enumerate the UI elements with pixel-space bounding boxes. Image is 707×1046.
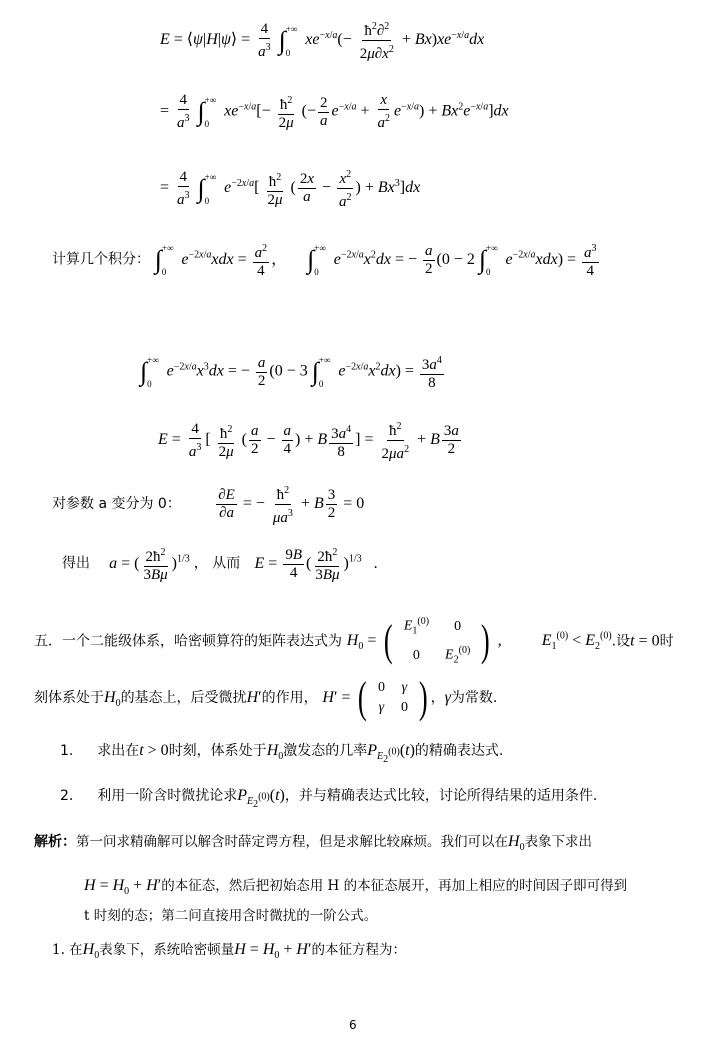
label-vary-param: 对参数 a 变分为 0： [52,496,181,513]
q1-b: 时刻，体系处于 [168,743,267,759]
equation-integrals-1: 计算几个积分： ∫ +∞ 0 $e^{-2x/a}xdx$ = $\frac{a^2}{4}$ ， ∫ +∞ 0 $e^{-2x/a}x^2dx$ = − $\frac{a}{2}$ (0 − 2 ∫ +∞ 0 $e^{-2x/a}xdx$) = $\frac{a^3}{4}$ [52,240,601,280]
problem-line2-a: 刻体系处于 [34,690,104,706]
label-result: 得出 [62,555,90,572]
label-compute-integrals: 计算几个积分： [52,251,150,268]
q2-number: 2. [60,788,74,804]
analysis-text-1b: 表象下求出 [524,834,593,850]
problem-line2-e: 为常数. [450,690,498,706]
analysis-line2: $H = H_0 + H'$的本征态，然后把初始态用 H 的本征态展开，再加上相应的时间因子即可得到 [84,877,628,898]
matrix-h-prime: ( 0 γ γ 0 ) [358,673,428,722]
equation-energy-step3: = $\frac{4}{a^3}$ ∫ +∞ 0 $e^{-2x/a}$[ $\frac{ħ^2}{2\mu}$ ( $\frac{2x}{a}$ − $\frac{x^2}{a^2}$ ) + $Bx^3]dx$ [160,166,420,211]
analysis-text-1: 第一问求精确解可以解含时薛定谔方程，但是求解比较麻烦。我们可以在 [76,834,508,850]
label-hence: ， 从而 [193,555,241,572]
equation-optimal-a: 得出 a = ( $\frac{2ħ^2}{3B\mu}$ )$^{1/3}$ ， 从而 E = $\frac{9B}{4}$ ( $\frac{2ħ^2}{3B\mu}$ )$^{1/3}$ . [62,544,378,584]
analysis-text-2b: 的本征态，然后把初始态用 H 的本征态展开，再加上相应的时间因子即可得到 [161,878,628,894]
q1-c: 激发态的几率 [283,743,368,759]
analysis-line3 [84,906,377,925]
analysis-line1: 解析：第一问求精确解可以解含时薛定谔方程，但是求解比较麻烦。我们可以在$H_0$表象下求出 [34,833,593,854]
q2-b: ，并与精确表达式比较，讨论所得结果的适用条件. [284,788,598,804]
analysis-label: 解析： [34,834,76,850]
equation-integrals-2: ∫ +∞ 0 $e^{-2x/a}x^3dx$ = − $\frac{a}{2}$ (0 − 3 ∫ +∞ 0 $e^{-2x/a}x^2dx$) = $\frac{3a^4}{8}$ [140,352,446,392]
problem-title-c: 时 [659,633,674,650]
equation-energy-result: E = $\frac{4}{a^3}$ [ $\frac{ħ^2}{2\mu}$ ( $\frac{a}{2}$ − $\frac{a}{4}$ ) + B $\frac{3a^4}{8}$ ] = $\frac{ħ^2}{2\mu a^2}$ + B $\frac{3a}{2}$ [158,418,463,463]
equation-energy-expectation: E = ⟨ψ|H|ψ⟩ = $\frac{4}{a^3}$ ∫ +∞ 0 $xe^{-x/a}(-$ $\frac{ħ^2\partial^2}{2\mu\partial x^2}$ + $Bx)xe^{-x/a}dx$ [160,18,484,63]
step1-b: 表象下，系统哈密顿量 [99,942,235,958]
q2-a: 利用一阶含时微扰论求 [97,788,238,804]
step1-a: 1. 在 [52,942,83,958]
question-2: 2. 利用一阶含时微扰论求$P_{E_2^{(0)}}(t)$，并与精确表达式比较，讨论所得结果的适用条件. [60,787,598,811]
analysis-text-3: t 时刻的态；第二问直接用含时微扰的一阶公式。 [84,908,378,924]
problem-title-b: .设 [611,633,631,650]
problem-line2-d: ， [430,690,445,706]
q1-number: 1. [60,743,74,759]
page-number: 6 [349,1018,357,1032]
q1-d: 的精确表达式. [414,743,504,759]
step-1: 1. 在$H_0$表象下，系统哈密顿量$H = H_0 + H'$的本征方程为： [52,941,406,962]
problem-line2-c: 的作用， [261,690,318,706]
problem-title-a: 五．一个二能级体系，哈密顿算符的矩阵表达式为 [34,633,342,650]
equation-energy-step2: = $\frac{4}{a^3}$ ∫ +∞ 0 $xe^{-x/a}[-$ $\frac{ħ^2}{2\mu}$ (− $\frac{2}{a}$ $e^{-x/a}$ + $\frac{x}{a^2}$ $e^{-x/a}) + Bx^2e^{-x/a}]dx$ [160,92,509,131]
q1-a: 求出在 [97,743,140,759]
problem-five-line1: 五．一个二能级体系，哈密顿算符的矩阵表达式为 $H_0$ = ( $E_1^{(0)}$ 0 0 $E_2^{(0)}$ ) , $E_1^{(0)} < E_2^{(0)}$.设t = 0时 [34,612,674,671]
equation-variation: 对参数 a 变分为 0： $\frac{\partial E}{\partial a}$ = − $\frac{ħ^2}{\mu a^3}$ + B $\frac{3}{2}$ = 0 [52,482,364,527]
step1-c: 的本征方程为： [311,942,406,958]
problem-five-line2: 刻体系处于$H_0$的基态上，后受微扰H′的作用， H′ = ( 0 γ γ 0 ) ，γ为常数. [34,673,498,722]
question-1: 1. 求出在t > 0时刻，体系处于$H_0$激发态的几率$P_{E_2^{(0)}}(t)$的精确表达式. [60,742,504,766]
matrix-h0: ( $E_1^{(0)}$ 0 0 $E_2^{(0)}$ ) [384,616,491,666]
problem-line2-b: 的基态上，后受微扰 [120,690,247,706]
